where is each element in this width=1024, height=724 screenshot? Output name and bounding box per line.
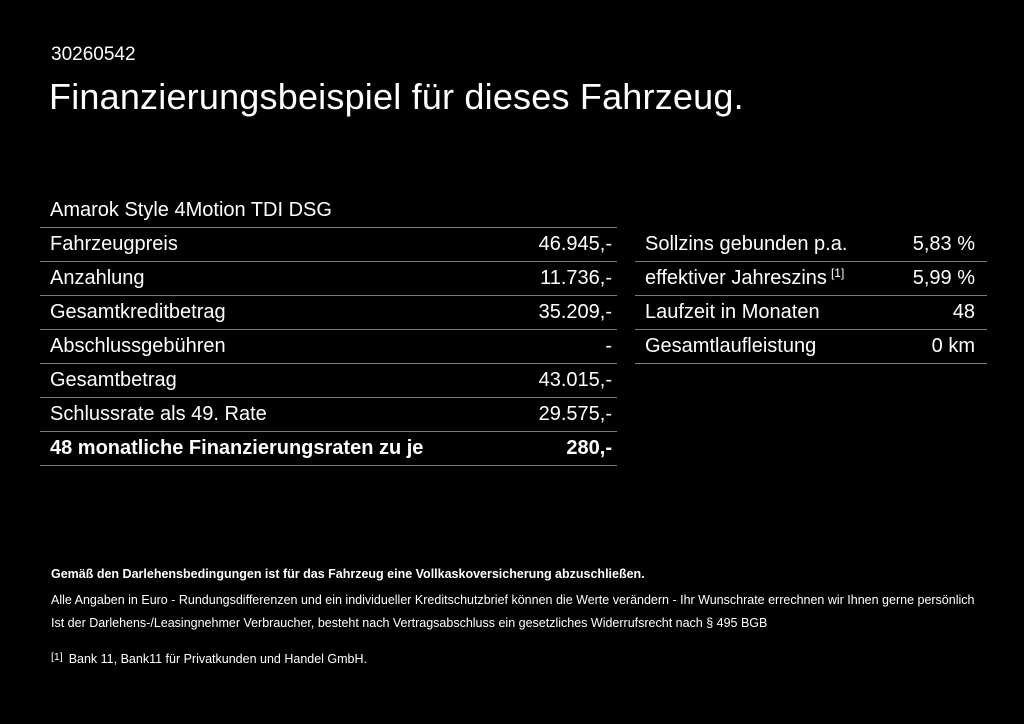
insurance-note: Gemäß den Darlehensbedingungen ist für das Fahrzeug eine Vollkaskoversicherung abzuschließen. xyxy=(51,567,645,581)
disclaimer-line-2: Ist der Darlehens-/Leasingnehmer Verbraucher, besteht nach Vertragsabschluss ein gesetzliches Widerrufsrecht nach § 495 BGB xyxy=(51,616,768,630)
row-value: - xyxy=(605,335,612,357)
row-value: 5,99 % xyxy=(912,267,975,289)
row-value: 5,83 % xyxy=(912,233,975,255)
row-label: Gesamtlaufleistung xyxy=(645,335,817,357)
footnote-text: Bank 11, Bank11 für Privatkunden und Handel GmbH. xyxy=(68,652,368,666)
page-title: Finanzierungsbeispiel für dieses Fahrzeug. xyxy=(49,76,744,117)
footnote-reference: [1] xyxy=(830,266,845,280)
row-label: Abschlussgebühren xyxy=(50,335,226,357)
row-label xyxy=(645,267,844,290)
row-value: 48 xyxy=(952,301,975,323)
footer-notes xyxy=(51,563,1011,672)
disclaimer-line-1: Alle Angaben in Euro - Rundungsdifferenzen und ein individueller Kreditschutzbrief können die Werte verändern - Ihr Wunschrate errechnen wir Ihnen gerne persönlich xyxy=(51,593,975,607)
row-value: 0 km xyxy=(931,335,975,357)
vehicle-offer-id: 30260542 xyxy=(51,44,136,65)
row-label: Schlussrate als 49. Rate xyxy=(50,403,267,425)
row-label: Anzahlung xyxy=(50,267,145,289)
vehicle-name: Amarok Style 4Motion TDI DSG xyxy=(40,193,617,228)
footnote-marker: [1] xyxy=(51,651,63,663)
row-label: Gesamtbetrag xyxy=(50,369,177,391)
row-value: 35.209,- xyxy=(538,301,612,323)
table-row xyxy=(40,262,617,296)
row-label-text: effektiver Jahreszins xyxy=(645,267,827,289)
row-label: Fahrzeugpreis xyxy=(50,233,178,255)
finance-table xyxy=(40,193,617,466)
row-value: 29.575,- xyxy=(538,403,612,425)
row-value: 46.945,- xyxy=(538,233,612,255)
row-value: 43.015,- xyxy=(538,369,612,391)
row-label: Sollzins gebunden p.a. xyxy=(645,233,848,255)
table-row xyxy=(635,330,987,364)
row-label: Gesamtkreditbetrag xyxy=(50,301,226,323)
table-row xyxy=(635,262,987,296)
table-row xyxy=(40,364,617,398)
table-row xyxy=(40,398,617,432)
row-label: 48 monatliche Finanzierungsraten zu je xyxy=(50,437,424,459)
table-row-monthly-rate xyxy=(40,432,617,466)
table-row xyxy=(40,296,617,330)
row-label: Laufzeit in Monaten xyxy=(645,301,820,323)
table-row xyxy=(40,330,617,364)
row-value: 280,- xyxy=(566,437,612,459)
row-value: 11.736,- xyxy=(540,267,612,289)
table-row xyxy=(635,228,987,262)
table-row xyxy=(635,296,987,330)
table-row xyxy=(40,228,617,262)
conditions-table xyxy=(635,228,987,364)
footnote xyxy=(51,648,1011,672)
